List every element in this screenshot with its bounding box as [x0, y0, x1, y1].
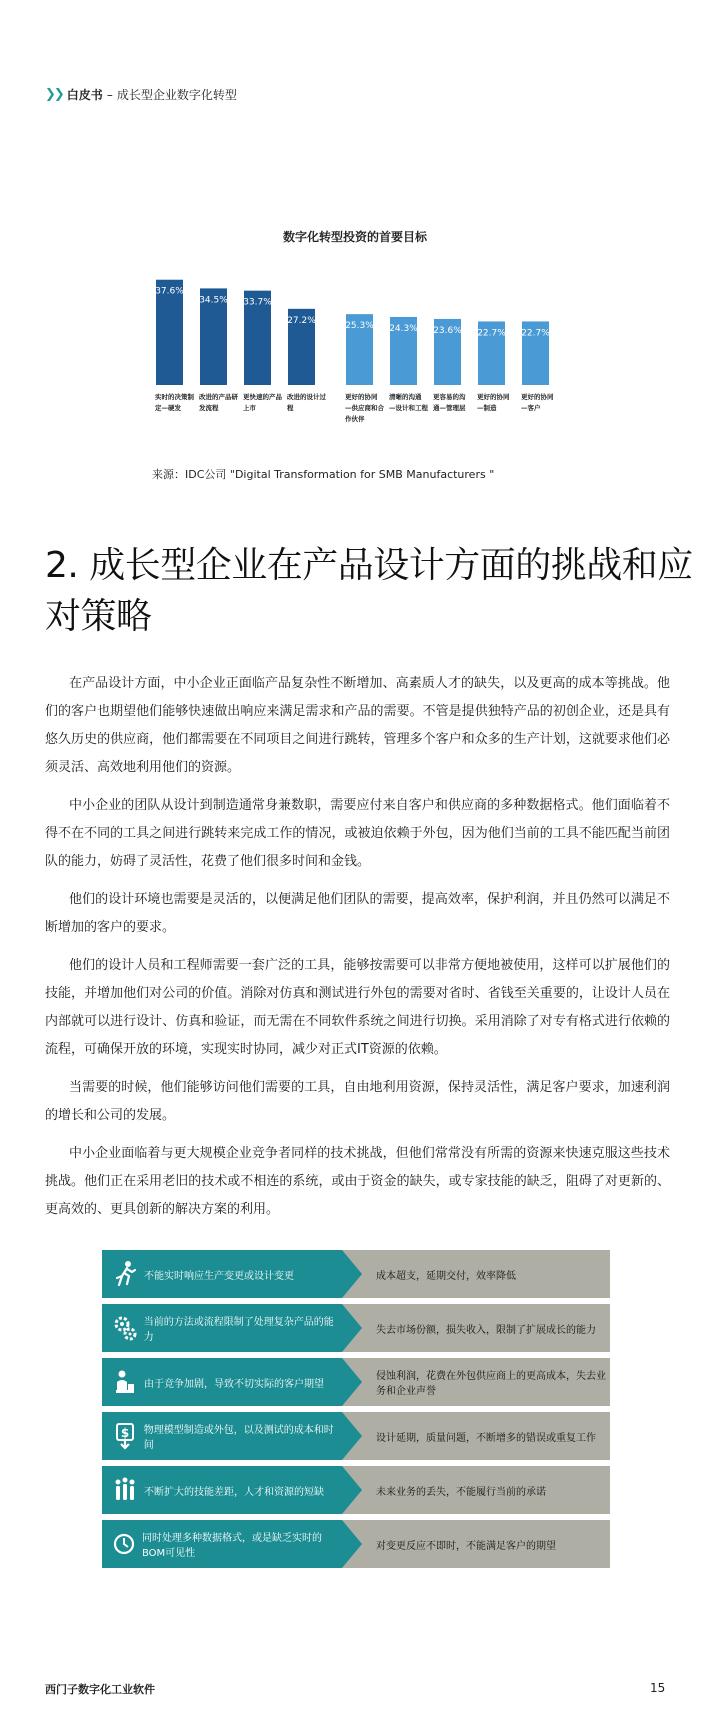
category-label-line: 实时的决策制: [155, 393, 194, 401]
table-row: [102, 1358, 610, 1406]
category-label: [243, 392, 283, 412]
category-label: [521, 392, 554, 412]
data-label: 22.7%: [521, 328, 550, 339]
category-label-line: —设计和工程: [389, 404, 428, 412]
data-label: 24.3%: [389, 323, 418, 334]
category-label: [477, 392, 510, 412]
challenge-cell: $ 物理模型制造或外包，以及测试的成本和时间: [102, 1412, 342, 1460]
chart-title: 数字化转型投资的首要目标: [282, 230, 427, 244]
category-label: [389, 392, 429, 412]
category-label-line: 更好的协同: [345, 393, 378, 401]
header-separator: –: [106, 87, 113, 102]
category-label: [345, 392, 385, 423]
double-chevron-icon: ❯❯: [45, 87, 63, 102]
worker-icon: [112, 1366, 138, 1398]
table-row: [102, 1520, 610, 1568]
paragraph: 他们的设计环境也需要是灵活的，以便满足他们团队的需要，提高效率，保护利润，并且仍然可以满足不断增加的客户的要求。: [45, 892, 670, 935]
challenge-impact-table: [102, 1250, 610, 1574]
table-row: [102, 1466, 610, 1514]
category-label-line: 更好的协同: [477, 393, 510, 401]
category-label-line: —客户: [521, 404, 541, 412]
table-row: [102, 1304, 610, 1352]
challenge-cell: 同时处理多种数据格式，或是缺乏实时的BOM可见性: [102, 1520, 342, 1568]
paragraph: 在产品设计方面，中小企业正面临产品复杂性不断增加、高素质人才的缺失，以及更高的成本等挑战。他们的客户也期望他们能够快速做出响应来满足需求和产品的需要。不管是提供独特产品的初创企业，还是具有悠久历史的供应商，他们都需要在不同项目之间进行跳转，管理多个客户和众多的生产计划，这就要求他们必须灵活、高效地利用他们的资源。: [45, 676, 670, 775]
money-down-icon: [112, 1420, 138, 1452]
impact-cell: 对变更反应不即时，不能满足客户的期望: [342, 1520, 610, 1568]
category-label-line: 程: [287, 404, 294, 412]
runner-icon: [112, 1258, 138, 1290]
paragraph: 他们的设计人员和工程师需要一套广泛的工具，能够按需要可以非常方便地被使用，这样可以扩展他们的技能，并增加他们对公司的价值。消除对仿真和测试进行外包的需要对省时、省钱至关重要的，让设计人员在内部就可以进行设计、仿真和验证，而无需在不同软件系统之间进行切换。采用消除了对专有格式进行依赖的流程，可确保开放的环境，实现实时协同，减少对正式IT资源的依赖。: [45, 958, 670, 1057]
category-label-line: 发流程: [199, 404, 219, 412]
gears-icon: [112, 1312, 138, 1344]
paragraph: 当需要的时候，他们能够访问他们需要的工具，自由地利用资源，保持灵活性，满足客户要求，加速利润的增长和公司的发展。: [45, 1080, 670, 1123]
impact-cell: 成本超支，延期交付，效率降低: [342, 1250, 610, 1298]
category-label-line: 更好的协同: [521, 393, 554, 401]
category-label: [198, 392, 239, 412]
clock-icon: [112, 1528, 136, 1560]
data-label: 25.3%: [345, 321, 374, 332]
category-label-line: —制造: [477, 404, 497, 412]
category-label-line: 上市: [243, 404, 256, 412]
svg-text:$: $: [120, 1426, 130, 1440]
category-label-line: 改进的设计过: [287, 393, 326, 401]
data-label: 34.5%: [199, 295, 228, 306]
challenge-cell: 不断扩大的技能差距，人才和资源的短缺: [102, 1466, 342, 1514]
category-label-line: —供应商和合: [345, 404, 384, 412]
paragraph: 中小企业面临着与更大规模企业竞争者同样的技术挑战，但他们常常没有所需的资源来快速克服这些技术挑战。他们正在采用老旧的技术或不相连的系统，或由于资金的缺失，或专家技能的缺乏，阻碍了对更新的、更高效的、更具创新的解决方案的利用。: [45, 1146, 670, 1217]
category-label: [287, 392, 327, 412]
chart-source: 来源：IDC公司 "Digital Transformation for SMB Manufacturers ": [152, 468, 495, 481]
category-label-line: 改进的产品研: [199, 393, 238, 401]
category-label-line: 清晰的沟通: [389, 393, 422, 401]
category-label-line: 更快速的产品: [243, 393, 282, 401]
data-label: 37.6%: [155, 286, 184, 297]
challenge-cell: 不能实时响应生产变更或设计变更: [102, 1250, 342, 1298]
data-label: 22.7%: [477, 328, 506, 339]
category-label: [432, 392, 466, 412]
body-text: [45, 670, 670, 1234]
section-title: 2. 成长型企业在产品设计方面的挑战和应对策略: [45, 545, 693, 637]
page-header: [45, 86, 237, 103]
data-label: 27.2%: [287, 315, 316, 326]
category-label-line: 作伙伴: [345, 415, 365, 423]
impact-cell: 设计延期，质量问题，不断增多的错误或重复工作: [342, 1412, 610, 1460]
category-label-line: 通—管理层: [433, 404, 466, 412]
impact-cell: 失去市场份额，损失收入，限制了扩展成长的能力: [342, 1304, 610, 1352]
header-label: 白皮书: [66, 88, 103, 102]
data-label: 33.7%: [243, 297, 272, 308]
footer-company: 西门子数字化工业软件: [45, 1683, 155, 1696]
table-row: [102, 1412, 610, 1460]
paragraph: 中小企业的团队从设计到制造通常身兼数职，需要应付来自客户和供应商的多种数据格式。他们面临着不得不在不同的工具之间进行跳转来完成工作的情况，或被迫依赖于外包，因为他们当前的工具不能匹配当前团队的能力，妨碍了灵活性，花费了他们很多时间和金钱。: [45, 798, 670, 869]
impact-cell: 侵蚀利润，花费在外包供应商上的更高成本，失去业务和企业声誉: [342, 1358, 610, 1406]
header-subtitle: 成长型企业数字化转型: [116, 88, 237, 102]
bar-chart: [150, 255, 570, 445]
people-icon: [112, 1474, 138, 1506]
challenge-cell: 当前的方法或流程限制了处理复杂产品的能力: [102, 1304, 342, 1352]
impact-cell: 未来业务的丢失，不能履行当前的承诺: [342, 1466, 610, 1514]
category-label-line: 更容易的沟: [433, 393, 466, 401]
page-number: 15: [650, 1681, 666, 1695]
category-label-line: 定—硬发: [155, 404, 181, 412]
challenge-cell: 由于竞争加剧，导致不切实际的客户期望: [102, 1358, 342, 1406]
table-row: [102, 1250, 610, 1298]
data-label: 23.6%: [433, 325, 462, 336]
category-label: [155, 392, 195, 412]
